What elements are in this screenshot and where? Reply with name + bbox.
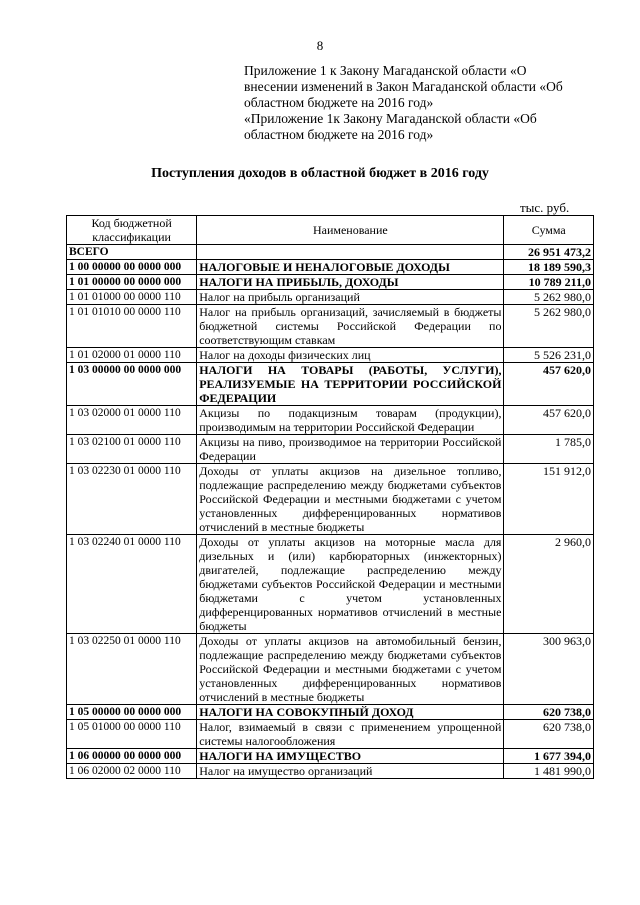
sum-cell: 620 738,0: [504, 720, 594, 749]
sum-cell: 620 738,0: [504, 705, 594, 720]
name-cell: Налог, взимаемый в связи с применением упрощенной системы налогообложения: [197, 720, 504, 749]
sum-cell: 1 785,0: [504, 435, 594, 464]
name-cell: Доходы от уплаты акцизов на автомобильный бензин, подлежащие распределению между бюджетами субъектов Российской Федерации и местными бюджетами с учетом установленных дифференцированных нормативов отчислений в местные бюджеты: [197, 634, 504, 705]
name-cell: НАЛОГИ НА СОВОКУПНЫЙ ДОХОД: [197, 705, 504, 720]
header-code: Код бюджетной классификации: [67, 216, 197, 245]
code-cell: 1 03 02250 01 0000 110: [67, 634, 197, 705]
appendix-line: внесении изменений в Закон Магаданской области «Об: [244, 79, 563, 94]
table-row: [67, 464, 594, 535]
appendix-reference: [244, 63, 594, 143]
header-name: Наименование: [197, 216, 504, 245]
sum-cell: 151 912,0: [504, 464, 594, 535]
code-cell: 1 03 02000 01 0000 110: [67, 406, 197, 435]
page-number: 8: [316, 38, 324, 53]
name-cell: Налог на доходы физических лиц: [197, 348, 504, 363]
name-cell: НАЛОГОВЫЕ И НЕНАЛОГОВЫЕ ДОХОДЫ: [197, 260, 504, 275]
revenue-table: [66, 215, 594, 779]
sum-cell: 5 262 980,0: [504, 290, 594, 305]
table-row: [67, 749, 594, 764]
name-cell: [197, 245, 504, 260]
table-row: [67, 275, 594, 290]
table-row: [67, 634, 594, 705]
sum-cell: 5 526 231,0: [504, 348, 594, 363]
code-cell: 1 01 01000 00 0000 110: [67, 290, 197, 305]
name-cell: Акцизы на пиво, производимое на территории Российской Федерации: [197, 435, 504, 464]
document-title: Поступления доходов в областной бюджет в 2016 году: [151, 166, 489, 181]
name-cell: НАЛОГИ НА ИМУЩЕСТВО: [197, 749, 504, 764]
code-cell: 1 03 00000 00 0000 000: [67, 363, 197, 406]
sum-cell: 1 677 394,0: [504, 749, 594, 764]
table-row: [67, 260, 594, 275]
sum-cell: 10 789 211,0: [504, 275, 594, 290]
name-cell: Доходы от уплаты акцизов на моторные масла для дизельных и (или) карбюраторных (инжекторных) двигателей, подлежащие распределению между бюджетами субъектов Российской Федерации и местными бюджетами с учетом установленных дифференцированных нормативов отчислений в местные бюджеты: [197, 535, 504, 634]
name-cell: НАЛОГИ НА ТОВАРЫ (РАБОТЫ, УСЛУГИ), РЕАЛИЗУЕМЫЕ НА ТЕРРИТОРИИ РОССИЙСКОЙ ФЕДЕРАЦИИ: [197, 363, 504, 406]
name-cell: Акцизы по подакцизным товарам (продукции), производимым на территории Российской Федерации: [197, 406, 504, 435]
header-sum: Сумма: [504, 216, 594, 245]
table-row: [67, 348, 594, 363]
appendix-line: Приложение 1 к Закону Магаданской области «О: [244, 63, 527, 78]
sum-cell: 26 951 473,2: [504, 245, 594, 260]
table-row: [67, 363, 594, 406]
sum-cell: 2 960,0: [504, 535, 594, 634]
code-cell: ВСЕГО: [67, 245, 197, 260]
code-cell: 1 01 00000 00 0000 000: [67, 275, 197, 290]
code-cell: 1 01 01010 00 0000 110: [67, 305, 197, 348]
table-header-row: [67, 216, 594, 245]
name-cell: НАЛОГИ НА ПРИБЫЛЬ, ДОХОДЫ: [197, 275, 504, 290]
table-row: [67, 406, 594, 435]
name-cell: Налог на имущество организаций: [197, 764, 504, 779]
code-cell: 1 03 02100 01 0000 110: [67, 435, 197, 464]
sum-cell: 300 963,0: [504, 634, 594, 705]
table-body: [67, 245, 594, 779]
code-cell: 1 05 00000 00 0000 000: [67, 705, 197, 720]
table-row: [67, 290, 594, 305]
sum-cell: 457 620,0: [504, 363, 594, 406]
table-row: [67, 245, 594, 260]
code-cell: 1 03 02240 01 0000 110: [67, 535, 197, 634]
table-row: [67, 720, 594, 749]
sum-cell: 457 620,0: [504, 406, 594, 435]
table-row: [67, 305, 594, 348]
code-cell: 1 00 00000 00 0000 000: [67, 260, 197, 275]
sum-cell: 18 189 590,3: [504, 260, 594, 275]
code-cell: 1 06 00000 00 0000 000: [67, 749, 197, 764]
code-cell: 1 05 01000 00 0000 110: [67, 720, 197, 749]
code-cell: 1 01 02000 01 0000 110: [67, 348, 197, 363]
table-row: [67, 535, 594, 634]
table-row: [67, 705, 594, 720]
units-label: тыс. руб.: [520, 200, 570, 215]
code-cell: 1 03 02230 01 0000 110: [67, 464, 197, 535]
appendix-line: областном бюджете на 2016 год»: [244, 127, 434, 142]
name-cell: Доходы от уплаты акцизов на дизельное топливо, подлежащие распределению между бюджетами субъектов Российской Федерации и местными бюджетами с учетом установленных дифференцированных нормативов отчислений в местные бюджеты: [197, 464, 504, 535]
name-cell: Налог на прибыль организаций: [197, 290, 504, 305]
code-cell: 1 06 02000 02 0000 110: [67, 764, 197, 779]
table-row: [67, 764, 594, 779]
name-cell: Налог на прибыль организаций, зачисляемый в бюджеты бюджетной системы Российской Федерации по соответствующим ставкам: [197, 305, 504, 348]
sum-cell: 1 481 990,0: [504, 764, 594, 779]
appendix-line: областном бюджете на 2016 год»: [244, 95, 434, 110]
sum-cell: 5 262 980,0: [504, 305, 594, 348]
appendix-line: «Приложение 1к Закону Магаданской области «Об: [244, 111, 537, 126]
table-row: [67, 435, 594, 464]
